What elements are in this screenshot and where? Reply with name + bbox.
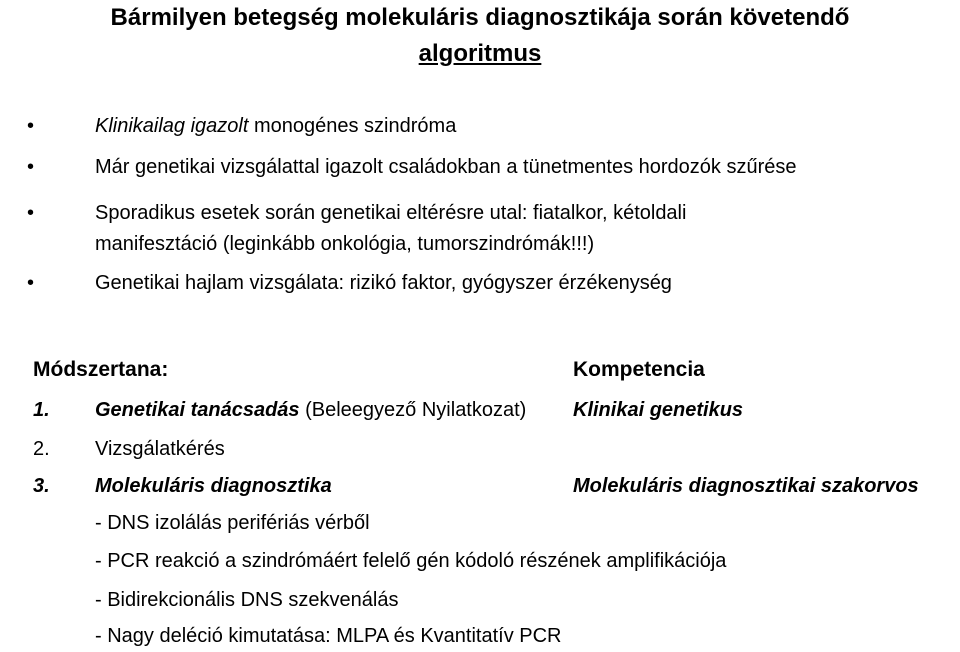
bullet-icon: • (27, 272, 35, 294)
method-row-1 (33, 395, 50, 426)
bullet-text: monogénes szindróma (248, 115, 457, 137)
bullet-text: Genetikai hajlam vizsgálata: rizikó faktor, gyógyszer érzékenység (95, 272, 672, 294)
bullet-icon: • (27, 156, 35, 178)
bullet-icon: • (27, 202, 35, 224)
bullet-text: Már genetikai vizsgálattal igazolt családokban a tünetmentes hordozók szűrése (95, 156, 797, 178)
method-name-text: Genetikai tanácsadás (95, 399, 300, 421)
competence-header: Kompetencia (573, 358, 705, 381)
method-subitem: - Nagy deléció kimutatása: MLPA és Kvantitatív PCR (95, 625, 562, 647)
method-number: 2. (33, 438, 50, 460)
bullet-text-line-2: manifesztáció (leginkább onkológia, tumorszindrómák!!!) (95, 233, 595, 255)
page-title (0, 0, 960, 72)
methods-header: Módszertana: (33, 358, 169, 381)
method-extra: (Beleegyező Nyilatkozat) (299, 399, 527, 421)
title-line-2: algoritmus (418, 40, 542, 67)
method-name: Molekuláris diagnosztika (95, 475, 332, 497)
method-subitem: - Bidirekcionális DNS szekvenálás (95, 589, 399, 611)
bullet-text-line-1: Sporadikus esetek során genetikai eltérésre utal: fiatalkor, kétoldali (95, 202, 687, 224)
bullet-italic-text: Klinikailag igazolt (95, 115, 249, 137)
method-name: Vizsgálatkérés (95, 438, 225, 460)
method-competence: Molekuláris diagnosztikai szakorvos (573, 475, 919, 497)
method-subitem: - DNS izolálás perifériás vérből (95, 512, 370, 534)
title-line-1: Bármilyen betegség molekuláris diagnosztikája során követendő (110, 4, 850, 31)
method-name (95, 395, 526, 426)
method-competence: Klinikai genetikus (573, 399, 744, 421)
method-number: 1. (33, 399, 50, 421)
method-number: 3. (33, 475, 50, 497)
bullet-icon: • (27, 115, 35, 137)
method-subitem: - PCR reakció a szindrómáért felelő gén kódoló részének amplifikációja (95, 550, 727, 572)
